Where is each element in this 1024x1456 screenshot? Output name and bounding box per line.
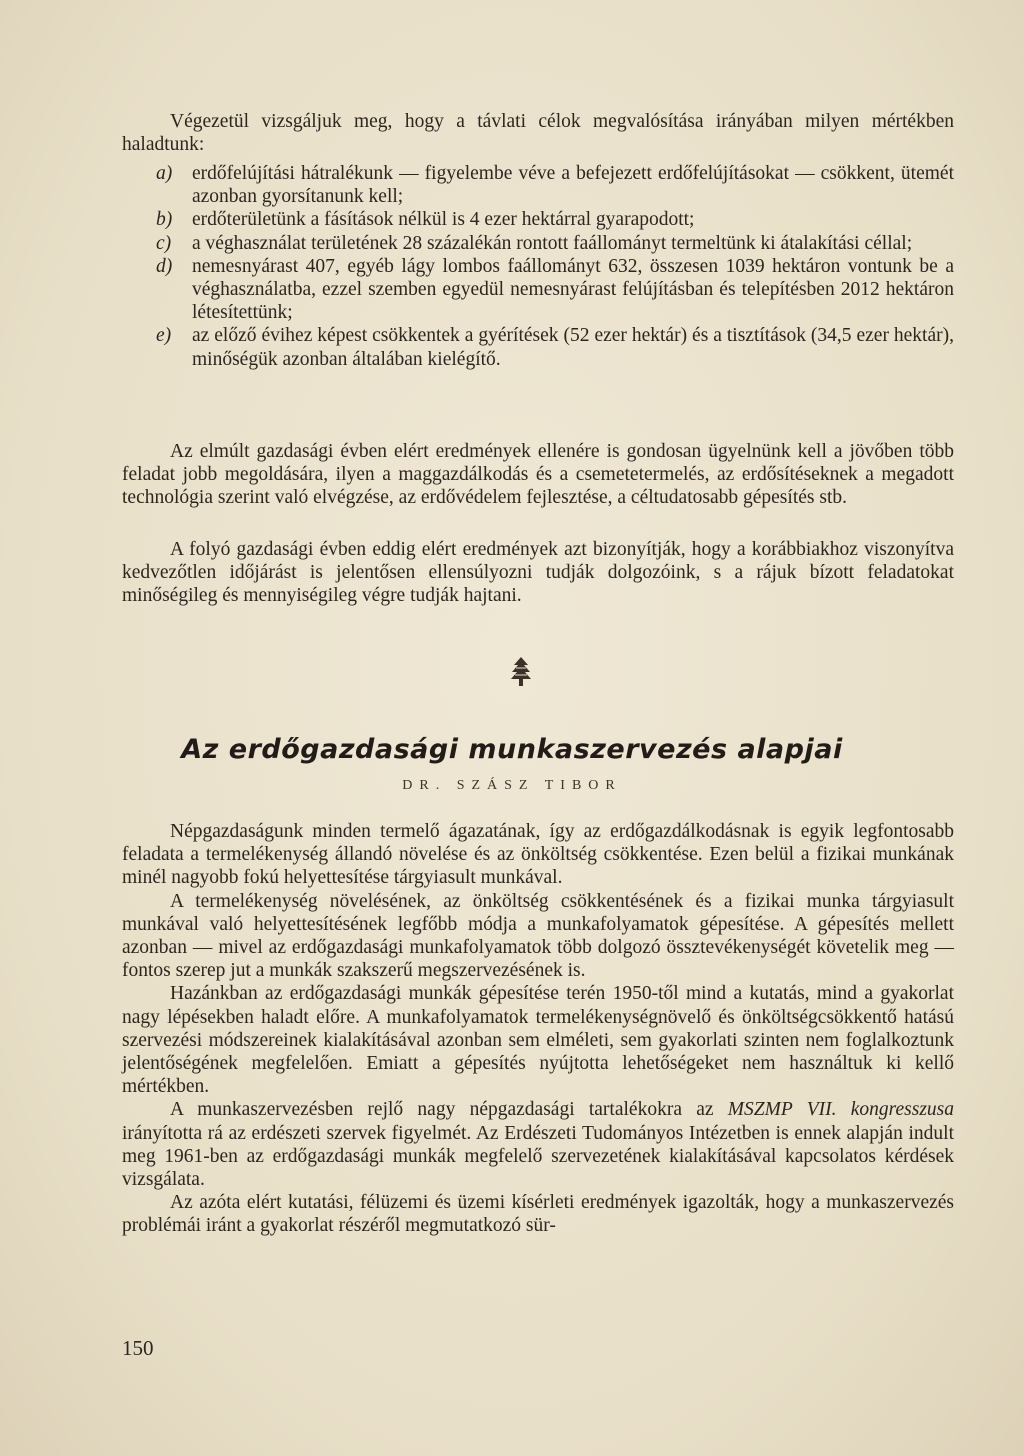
paragraph-text: A munkaszervezésben rejlő nagy népgazdasági tartalékokra az <box>170 1099 728 1121</box>
list-marker: d) <box>156 255 173 277</box>
page-number: 150 <box>122 1336 154 1360</box>
list-item <box>122 208 954 231</box>
intro-text: Végezetül vizsgáljuk meg, hogy a távlati célok megvalósítása irányában milyen mértékben haladtunk: <box>122 111 954 156</box>
list-item-text: az előző évihez képest csökkentek a gyérítések (52 ezer hektár) és a tisztítások (34,5 ezer hektár), minőségük azonban általában kielégítő. <box>192 325 954 370</box>
results-paragraph <box>122 440 954 510</box>
list-marker: e) <box>156 325 172 347</box>
list-item-text: a véghasználat területének 28 százalékán rontott faállományt termeltünk ki átalakítási céllal; <box>192 232 913 254</box>
outlook-paragraph <box>122 538 954 608</box>
article-author: DR. SZÁSZ TIBOR <box>402 778 622 793</box>
paragraph-text: A folyó gazdasági évben eddig elért eredmények azt bizonyítják, hogy a korábbiakhoz viszonyítva kedvezőtlen időjárást is jelentősen ellensúlyozni tudják dolgozóink, s a rájuk bízott feladatokat minőségileg és mennyiségileg végre tudják hajtani. <box>122 539 954 607</box>
article-paragraph: Hazánkban az erdőgazdasági munkák gépesítése terén 1950-től mind a kutatás, mind a gyakorlat nagy lépésekben haladt előre. A munkafolyamatok termelékenységnövelő és önköltségcsökkentő hatású szervezési módszereinek kialakításával azonban sem elméleti, sem gyakorlati szinten nem foglalkoztunk jelentőségének megfelelően. Emiatt a gépesítés nyújtotta lehetőségeket nem használtuk ki kellő mértékben. <box>122 983 954 1098</box>
article-paragraph <box>122 1098 954 1191</box>
list-item-text: nemesnyárast 407, egyéb lágy lombos faállományt 632, összesen 1039 hektáron vontunk be a véghasználatba, ezzel szemben egyedül nemesnyárast felújításban és telepítésben 2012 hektáron létesítettünk; <box>192 255 954 324</box>
list-item-text: erdőterületünk a fásítások nélkül is 4 ezer hektárral gyarapodott; <box>192 209 695 231</box>
list-marker: c) <box>156 232 172 254</box>
tree-emblem-icon <box>508 656 534 688</box>
article-paragraph: A termelékenység növelésének, az önköltség csökkentésének és a fizikai munka tárgyiasult munkával való helyettesítésének legfőbb módja a munkafolyamatok gépesítése. A gépesítés mellett azonban — mivel az erdőgazdasági munkafolyamatok több dolgozó össztevékenységét követelik meg — fontos szerep jut a munkák szakszerű megszervezésének is. <box>122 890 954 982</box>
emphasized-text: MSZMP VII. kongresszusa <box>727 1099 954 1121</box>
paragraph-text: Az elmúlt gazdasági évben elért eredmények ellenére is gondosan ügyelnünk kell a jövőben több feladat jobb megoldására, ilyen a maggazdálkodás és a csemetetermelés, az erdősítéseknek a megadott technológia szerint való elvégzése, az erdővédelem fejlesztése, a céltudatosabb gépesítés stb. <box>122 441 954 509</box>
enumerated-list <box>122 162 954 371</box>
list-item <box>122 255 954 325</box>
article-title: Az erdőgazdasági munkaszervezés alapjai <box>181 734 843 765</box>
list-item-text: erdőfelújítási hátralékunk — figyelembe véve a befejezett erdőfelújításokat — csökkent, ütemét azonban gyorsítanunk kell; <box>192 163 954 208</box>
list-marker: a) <box>156 163 173 184</box>
article-paragraph: Népgazdaságunk minden termelő ágazatának, így az erdőgazdálkodásnak is egyik legfontosabb feladata a termelékenység állandó növelése és az önköltség csökkentése. Ezen belül a fizikai munkának minél nagyobb fokú helyettesítése tárgyiasult munkával. <box>122 821 954 889</box>
intro-paragraph <box>122 110 954 156</box>
article-paragraph: Az azóta elért kutatási, félüzemi és üzemi kísérleti eredmények igazolták, hogy a munkaszervezés problémái iránt a gyakorlat részéről megmutatkozó sür- <box>122 1192 954 1237</box>
article-body <box>122 820 954 1238</box>
list-item <box>122 324 954 370</box>
paragraph-text: irányította rá az erdészeti szervek figyelmét. Az Erdészeti Tudományos Intézetben is ennek alapján indult meg 1961-ben az erdőgazdasági munkák megfelelő szervezetének kialakításával kapcsolatos kérdések vizsgálata. <box>122 1122 954 1191</box>
list-marker: b) <box>156 209 173 231</box>
list-item <box>122 232 954 255</box>
list-item <box>122 162 954 208</box>
